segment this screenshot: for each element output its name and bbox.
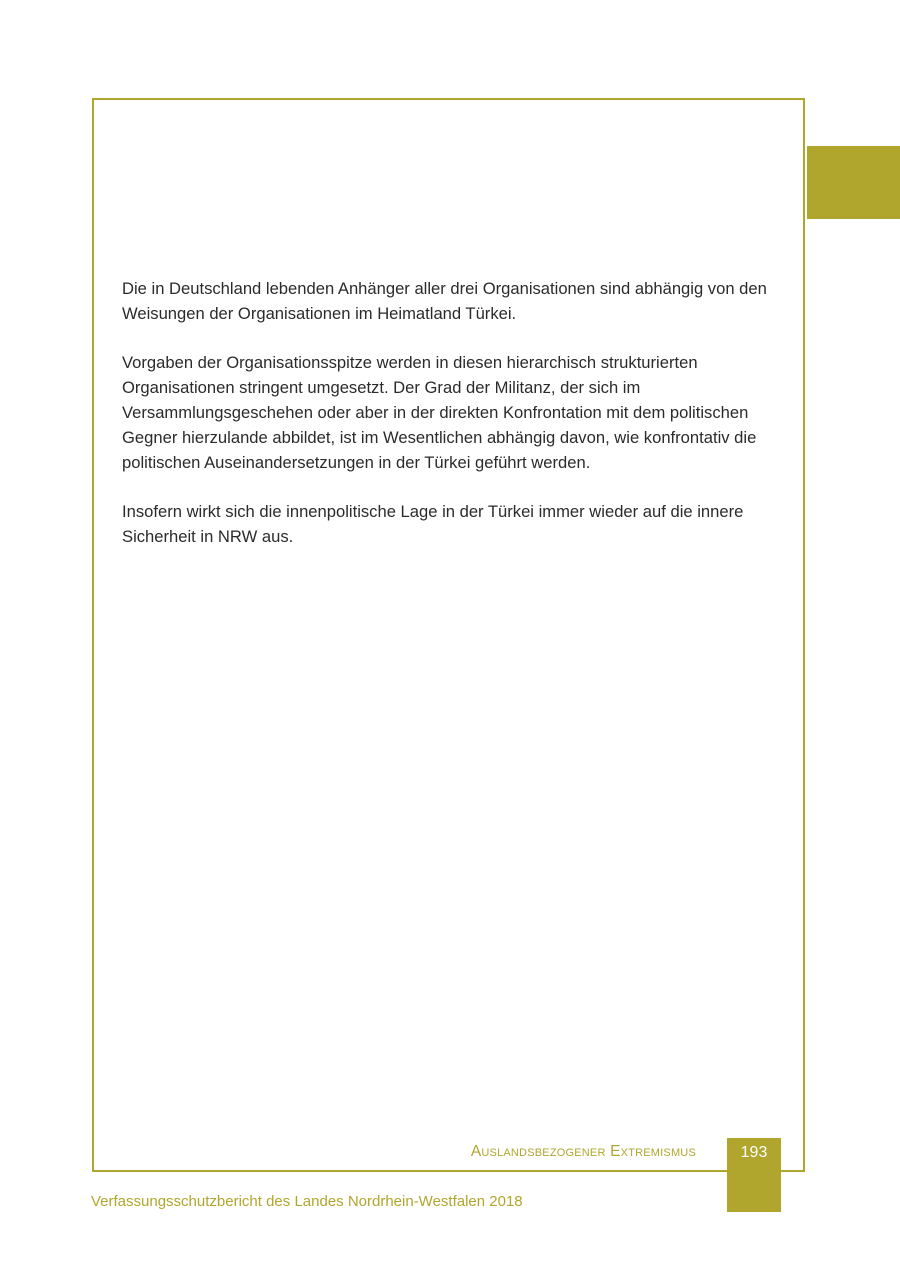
paragraph: Vorgaben der Organisationsspitze werden in diesen hierarchisch strukturierten Organisationen stringent umgesetzt. Der Grad der Militanz, der sich im Versammlungsgeschehen oder aber in der direkten Konfrontation mit dem politischen Gegner hierzulande abbildet, ist im Wesentlichen abhängig davon, wie konfrontativ die politischen Auseinandersetzungen in der Türkei geführt werden.: [122, 353, 757, 472]
section-label: Auslandsbezogener Extremismus: [470, 1143, 696, 1160]
paragraph: Insofern wirkt sich die innenpolitische Lage in der Türkei immer wieder auf die innere Sicherheit in NRW aus.: [122, 502, 744, 546]
paragraph: Die in Deutschland lebenden Anhänger aller drei Organisationen sind abhängig von den Weisungen der Organisationen im Heimatland Türkei.: [122, 279, 767, 323]
body-text: [122, 276, 787, 573]
chapter-tab-marker: [807, 146, 900, 219]
publication-footer: Verfassungsschutzbericht des Landes Nordrhein-Westfalen 2018: [91, 1193, 523, 1210]
page-number: 193: [740, 1144, 768, 1161]
page-frame: [92, 98, 805, 1172]
page-number-box: [727, 1138, 781, 1212]
